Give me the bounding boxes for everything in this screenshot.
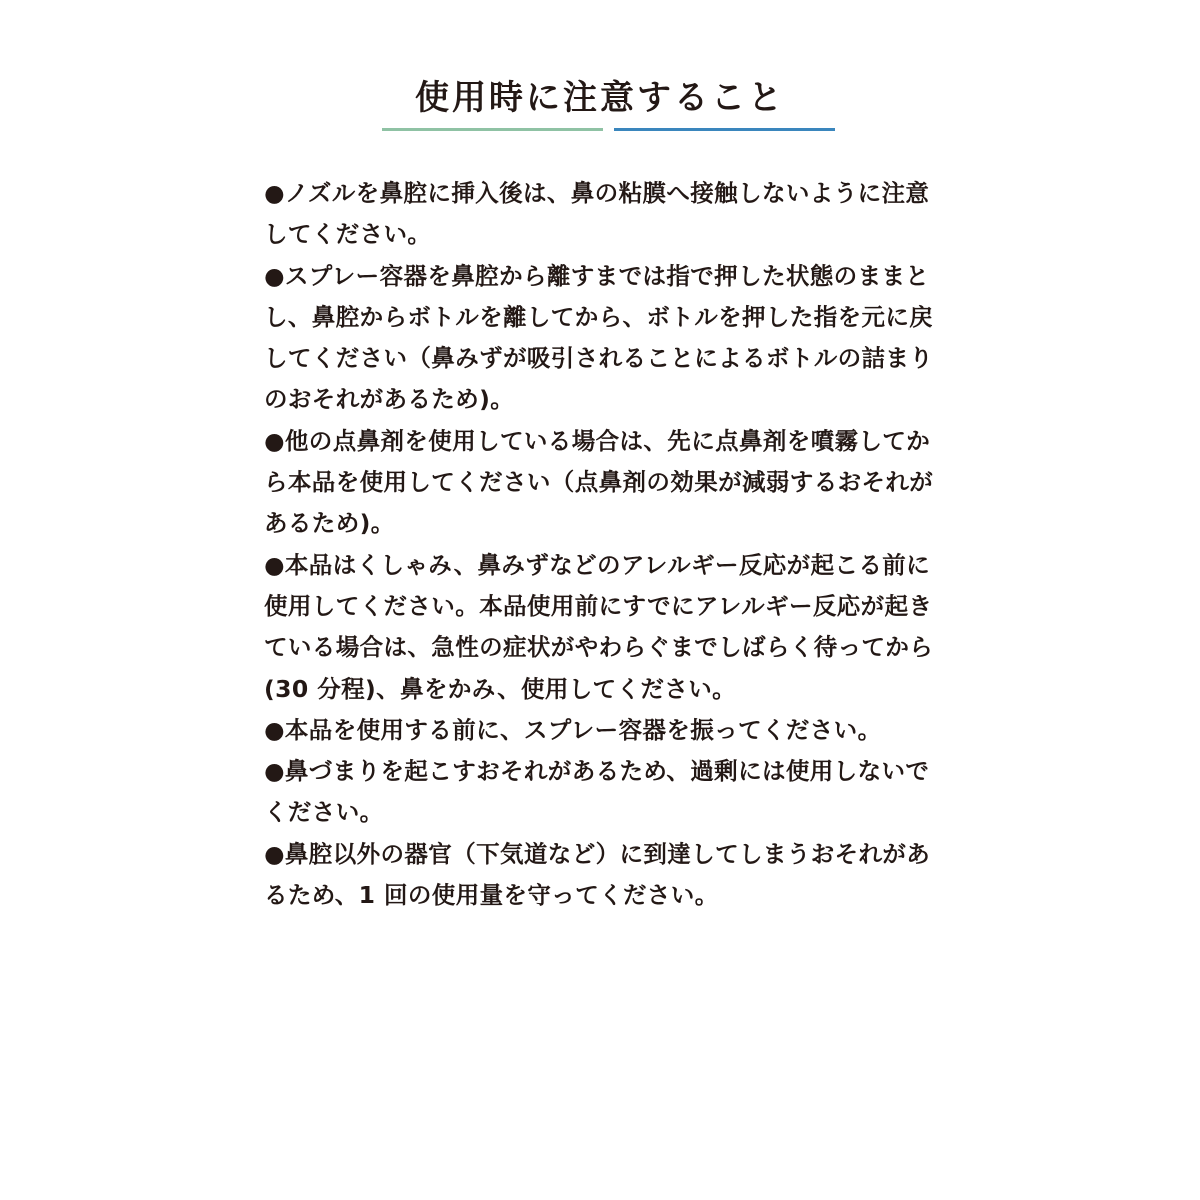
notice-list (264, 173, 940, 916)
page-title: 使用時に注意すること (415, 78, 785, 118)
notice-item: ●ノズルを鼻腔に挿入後は、鼻の粘膜へ接触しないように注意してください。 (264, 179, 930, 249)
notice-item: ●鼻腔以外の器官（下気道など）に到達してしまうおそれがあるため、1 回の使用量を守ってください。 (264, 839, 931, 910)
notice-item: ●スプレー容器を鼻腔から離すまでは指で押した状態のままとし、鼻腔からボトルを離してから、ボトルを押した指を元に戻してください（鼻みずが吸引されることによるボトルの詰まりのおそれがあるため)。 (264, 261, 934, 414)
title-underline-right (614, 128, 835, 131)
notice-item: ●本品を使用する前に、スプレー容器を振ってください。 (264, 715, 882, 744)
title-underline-left (382, 128, 603, 131)
notice-item: ●他の点鼻剤を使用している場合は、先に点鼻剤を噴霧してから本品を使用してください（点鼻剤の効果が減弱するおそれがあるため)。 (264, 426, 934, 538)
notice-item: ●本品はくしゃみ、鼻みずなどのアレルギー反応が起こる前に使用してください。本品使用前にすでにアレルギー反応が起きている場合は、急性の症状がやわらぐまでしばらく待ってから(30 分程)、鼻をかみ、使用してください。 (264, 550, 934, 703)
notice-item: ●鼻づまりを起こすおそれがあるため、過剰には使用しないでください。 (264, 757, 930, 827)
